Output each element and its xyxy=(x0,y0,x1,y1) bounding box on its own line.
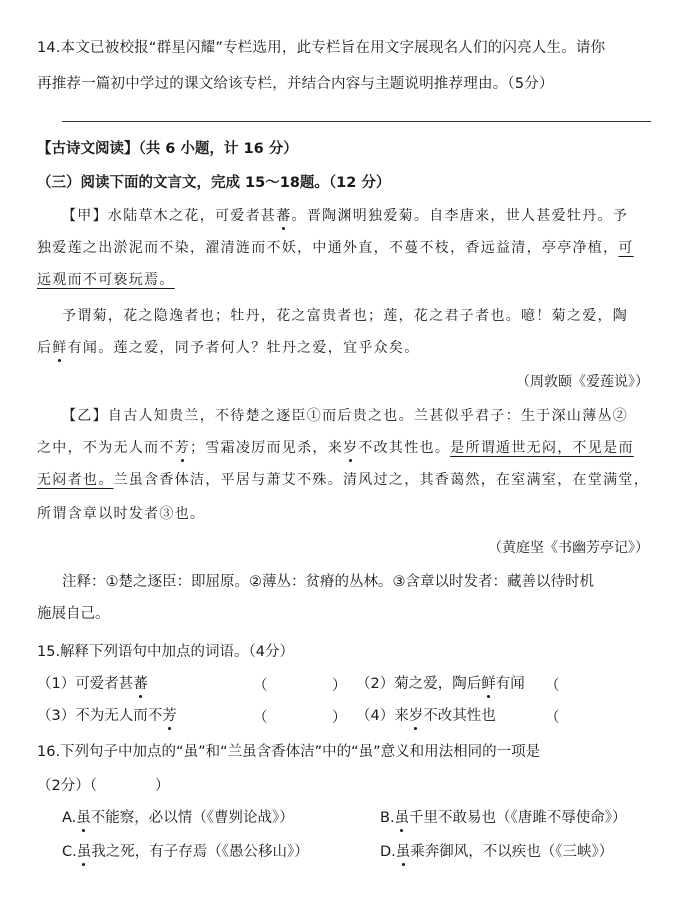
text-segment: 兰虽含香体洁，平居与萧艾不殊。清风过之，其香蔼然，在室满室，在堂满堂， xyxy=(113,472,649,488)
yi-line2 xyxy=(37,438,634,458)
underlined-text: 是所谓遁世无闷，不见是而 xyxy=(450,440,634,456)
section-title: 【古诗文阅读】（共 6 小题，计 16 分） xyxy=(37,141,298,157)
answer-line xyxy=(62,121,651,122)
q15-blank2-open: （ xyxy=(545,678,560,694)
underlined-text: 无闷者也。 xyxy=(37,472,114,488)
section-subtitle: （三）阅读下面的文言文，完成 15～18题。（12 分） xyxy=(37,175,391,191)
text-segment: 有闻。莲之爱，同予者何人？牡丹之爱，宜乎众矣。 xyxy=(67,340,420,356)
q15-item2 xyxy=(356,674,525,694)
q14-line2: 再推荐一篇初中学过的课文给该专栏，并结合内容与主题说明推荐理由。（5分） xyxy=(37,76,554,92)
option-letter: B. xyxy=(380,810,395,826)
text-segment: （1）可爱者甚 xyxy=(37,676,134,692)
text-segment: （2）菊之爱，陶后 xyxy=(356,676,482,692)
yi-source: （黄庭坚《书幽芳亭记》） xyxy=(488,540,649,556)
q15-stem: 15.解释下列语句中加点的词语。（4分） xyxy=(37,644,295,660)
yi-line4: 所谓含章以时发者③也。 xyxy=(37,506,206,522)
yi-line3 xyxy=(37,470,649,490)
q16-option-c xyxy=(62,842,309,862)
dotted-word: 芳 xyxy=(162,708,177,724)
q16-option-d xyxy=(380,842,613,862)
q14-line1: 14.本文已被校报“群星闪耀”专栏选用，此专栏旨在用文字展现名人们的闪亮人生。请你 xyxy=(37,40,606,56)
dotted-word: 蕃 xyxy=(276,208,292,224)
q15-blank3-close: ） xyxy=(332,710,347,726)
underlined-text: 远观而不可亵玩焉。 xyxy=(37,272,175,288)
text-segment: （3）不为无人而不 xyxy=(37,708,163,724)
text-segment: 我之死，有子存焉（《愚公移山》） xyxy=(91,844,309,860)
text-segment: 不改其性也。 xyxy=(358,440,451,456)
notes-line1: 注释：①楚之逐臣：即屈原。②薄丛：贫瘠的丛林。③含章以时发者：藏善以待时机 xyxy=(62,574,594,590)
q16-option-b xyxy=(380,808,627,828)
option-letter: D. xyxy=(380,844,396,860)
dotted-word: 芳 xyxy=(174,440,191,456)
q15-blank4-open: （ xyxy=(545,710,560,726)
text-segment: （4）来 xyxy=(356,708,409,724)
jia-p2-line2 xyxy=(37,338,420,358)
dotted-word: 虽 xyxy=(76,844,92,860)
jia-p1-line3 xyxy=(37,270,175,290)
dotted-word: 岁 xyxy=(343,440,359,456)
notes-line2: 施展自己。 xyxy=(37,606,110,622)
q15-item3 xyxy=(37,706,177,726)
option-letter: C. xyxy=(62,844,77,860)
q16-score: （2分）（ ） xyxy=(37,778,170,794)
jia-p1-line2 xyxy=(37,238,634,258)
q15-item4 xyxy=(356,706,496,726)
text-segment: 。晋陶渊明独爱菊。自李唐来，世人甚爱牡丹。予 xyxy=(291,208,629,224)
q15-blank3-open: （ xyxy=(253,710,268,726)
text-segment: 不能察，必以情（《曹刿论战》） xyxy=(90,810,294,826)
text-segment: 独爱莲之出淤泥而不染，濯清涟而不妖，中通外直，不蔓不枝，香远益清，亭亭净植， xyxy=(37,240,619,256)
dotted-word: 鲜 xyxy=(52,340,68,356)
option-letter: A. xyxy=(62,810,77,826)
q16-option-a xyxy=(62,808,294,828)
jia-source: （周敦颐《爱莲说》） xyxy=(516,374,649,390)
text-segment: 之中，不为无人而不 xyxy=(37,440,175,456)
dotted-word: 蕃 xyxy=(133,676,148,692)
dotted-word: 鲜 xyxy=(481,676,496,692)
text-segment: 乘奔御风，不以疾也（《三峡》） xyxy=(410,844,614,860)
q15-item1 xyxy=(37,674,148,694)
q15-blank1-close: ） xyxy=(332,678,347,694)
jia-p1-line1 xyxy=(62,206,628,226)
q16-stem: 16.下列句子中加点的“虽”和“兰虽含香体洁”中的“虽”意义和用法相同的一项是 xyxy=(37,744,541,760)
text-segment: 有闻 xyxy=(495,676,525,692)
yi-line1: 【乙】自古人知贵兰，不待楚之逐臣①而后贵之也。兰甚似乎君子：生于深山薄丛② xyxy=(62,408,629,424)
text-segment: 千里不敢易也（《唐雎不辱使命》） xyxy=(409,810,627,826)
dotted-word: 岁 xyxy=(408,708,424,724)
text-segment: ；雪霜凌厉而见杀，来 xyxy=(190,440,344,456)
dotted-word: 虽 xyxy=(394,810,410,826)
jia-p2-line1: 予谓菊，花之隐逸者也；牡丹，花之富贵者也；莲，花之君子者也。噫！菊之爱，陶 xyxy=(62,308,629,324)
text-segment: 【甲】水陆草木之花，可爱者甚 xyxy=(62,208,277,224)
text-segment: 不改其性也 xyxy=(423,708,496,724)
dotted-word: 虽 xyxy=(76,810,91,826)
dotted-word: 虽 xyxy=(395,844,411,860)
q15-blank1-open: （ xyxy=(253,678,268,694)
underlined-text: 可 xyxy=(618,240,634,256)
text-segment: 后 xyxy=(37,340,53,356)
